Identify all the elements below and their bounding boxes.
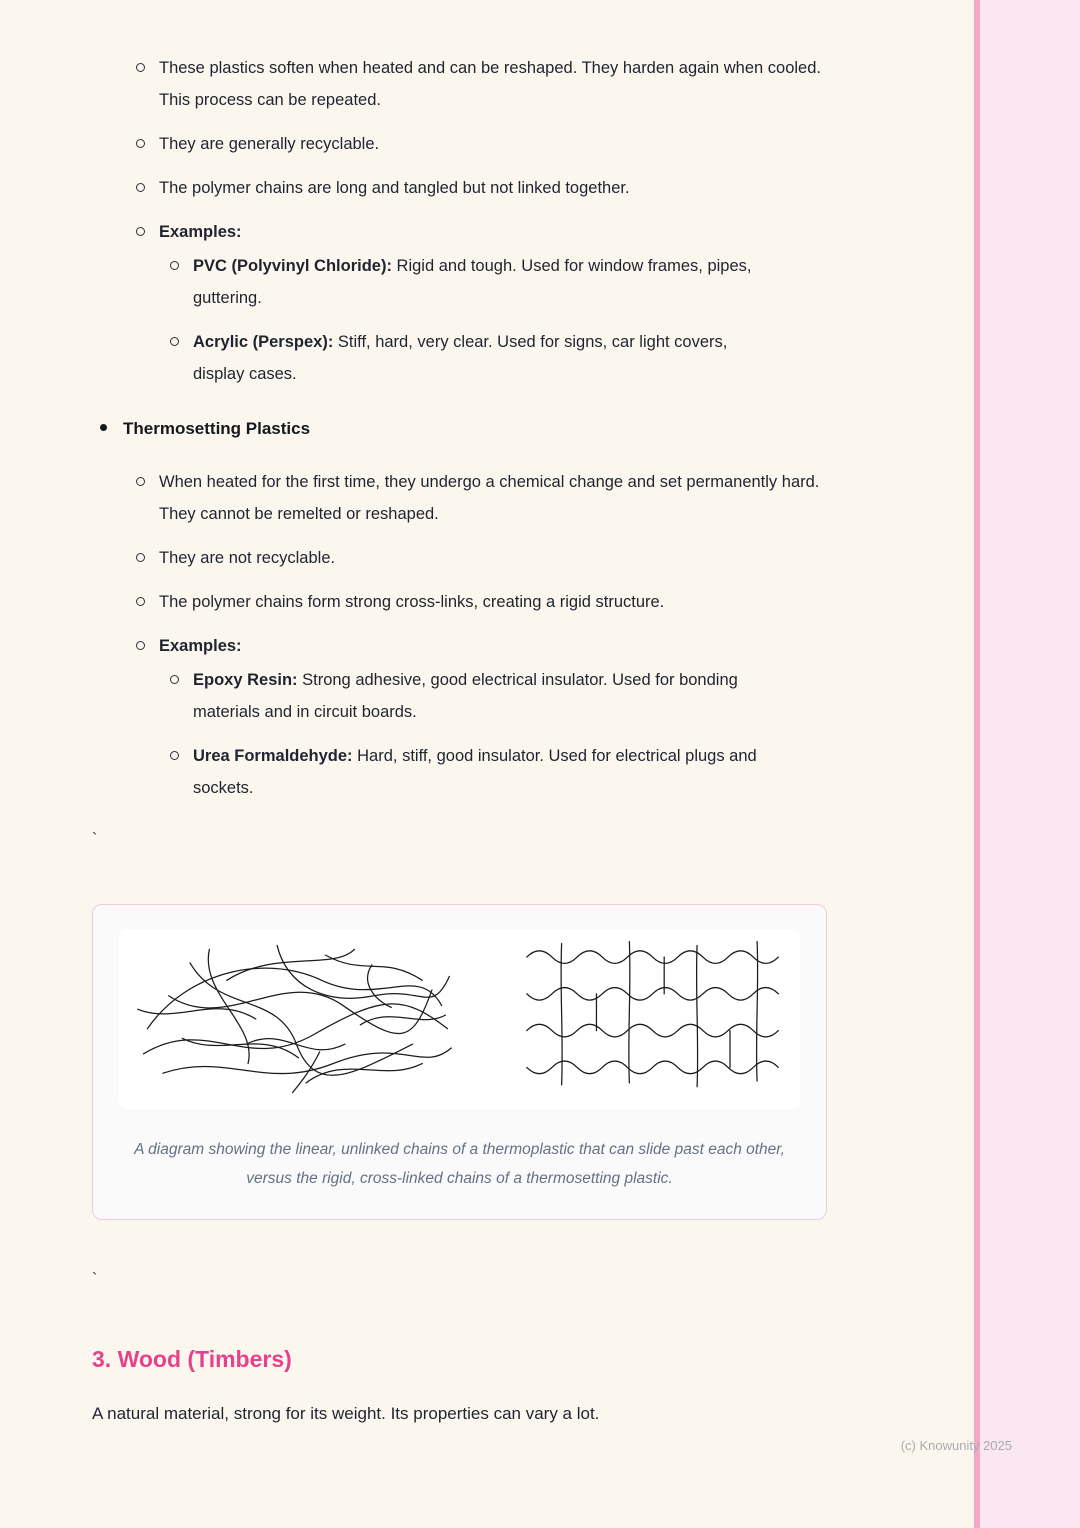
list-item [92,630,952,662]
circle-bullet-icon [136,641,145,650]
polymer-chains-drawing [130,934,790,1104]
figure-card [92,904,827,1220]
disc-bullet-icon [100,424,107,431]
circle-bullet-icon [136,63,145,72]
list-item [92,466,952,530]
circle-bullet-icon [136,227,145,236]
example-name: PVC (Polyvinyl Chloride): [193,257,392,275]
list-item-text: They are generally recyclable. [159,135,380,153]
page-edge-stripe [980,0,1080,1528]
list-item-text: The polymer chains form strong cross-links, creating a rigid structure. [159,593,665,611]
list-item-text [193,664,773,728]
stray-backtick: ` [92,1271,98,1288]
wood-intro-paragraph: A natural material, strong for its weight. Its properties can vary a lot. [92,1404,600,1423]
circle-bullet-icon [170,261,179,270]
list-item [92,664,952,728]
list-item-text [193,250,773,314]
examples-label: Examples: [159,223,242,241]
list-item-text: When heated for the first time, they undergo a chemical change and set permanently hard. They cannot be remelted or reshaped. [159,473,820,523]
section-heading-wood: 3. Wood (Timbers) [92,1346,292,1372]
circle-bullet-icon [136,597,145,606]
list-item [92,128,952,160]
example-name: Urea Formaldehyde: [193,747,353,765]
list-item [92,412,952,446]
list-item [92,586,952,618]
list-item [92,216,952,248]
list-item-text: These plastics soften when heated and can be reshaped. They harden again when cooled. This process can be repeated. [159,59,821,109]
example-desc: Strong adhesive, good electrical insulator. Used for bonding materials and in circuit boards. [193,671,738,721]
example-desc: Stiff, hard, very clear. Used for signs, car light covers, display cases. [193,333,728,383]
copyright-footer: (c) Knowunity 2025 [900,1438,1012,1453]
list-item [92,250,952,314]
circle-bullet-icon [136,139,145,148]
list-item [92,542,952,574]
list-item-text: The polymer chains are long and tangled but not linked together. [159,179,630,197]
circle-bullet-icon [170,675,179,684]
list-item-text [193,740,773,804]
example-desc: Hard, stiff, good insulator. Used for electrical plugs and sockets. [193,747,757,797]
circle-bullet-icon [136,553,145,562]
example-name: Acrylic (Perspex): [193,333,334,351]
circle-bullet-icon [136,183,145,192]
list-item [92,326,952,390]
thermosetting-title: Thermosetting Plastics [123,419,311,438]
example-name: Epoxy Resin: [193,671,298,689]
list-item [92,52,952,116]
circle-bullet-icon [136,477,145,486]
example-desc: Rigid and tough. Used for window frames, pipes, guttering. [193,257,752,307]
list-item [92,172,952,204]
circle-bullet-icon [170,337,179,346]
list-item [92,740,952,804]
polymer-diagram-panel [119,929,800,1109]
examples-label: Examples: [159,637,242,655]
figure-caption: A diagram showing the linear, unlinked chains of a thermoplastic that can slide past each other, versus the rigid, cross-linked chains of a thermosetting plastic. [134,1141,785,1187]
list-item-text [193,326,773,390]
list-item-text: They are not recyclable. [159,549,336,567]
circle-bullet-icon [170,751,179,760]
stray-backtick: ` [92,831,98,848]
